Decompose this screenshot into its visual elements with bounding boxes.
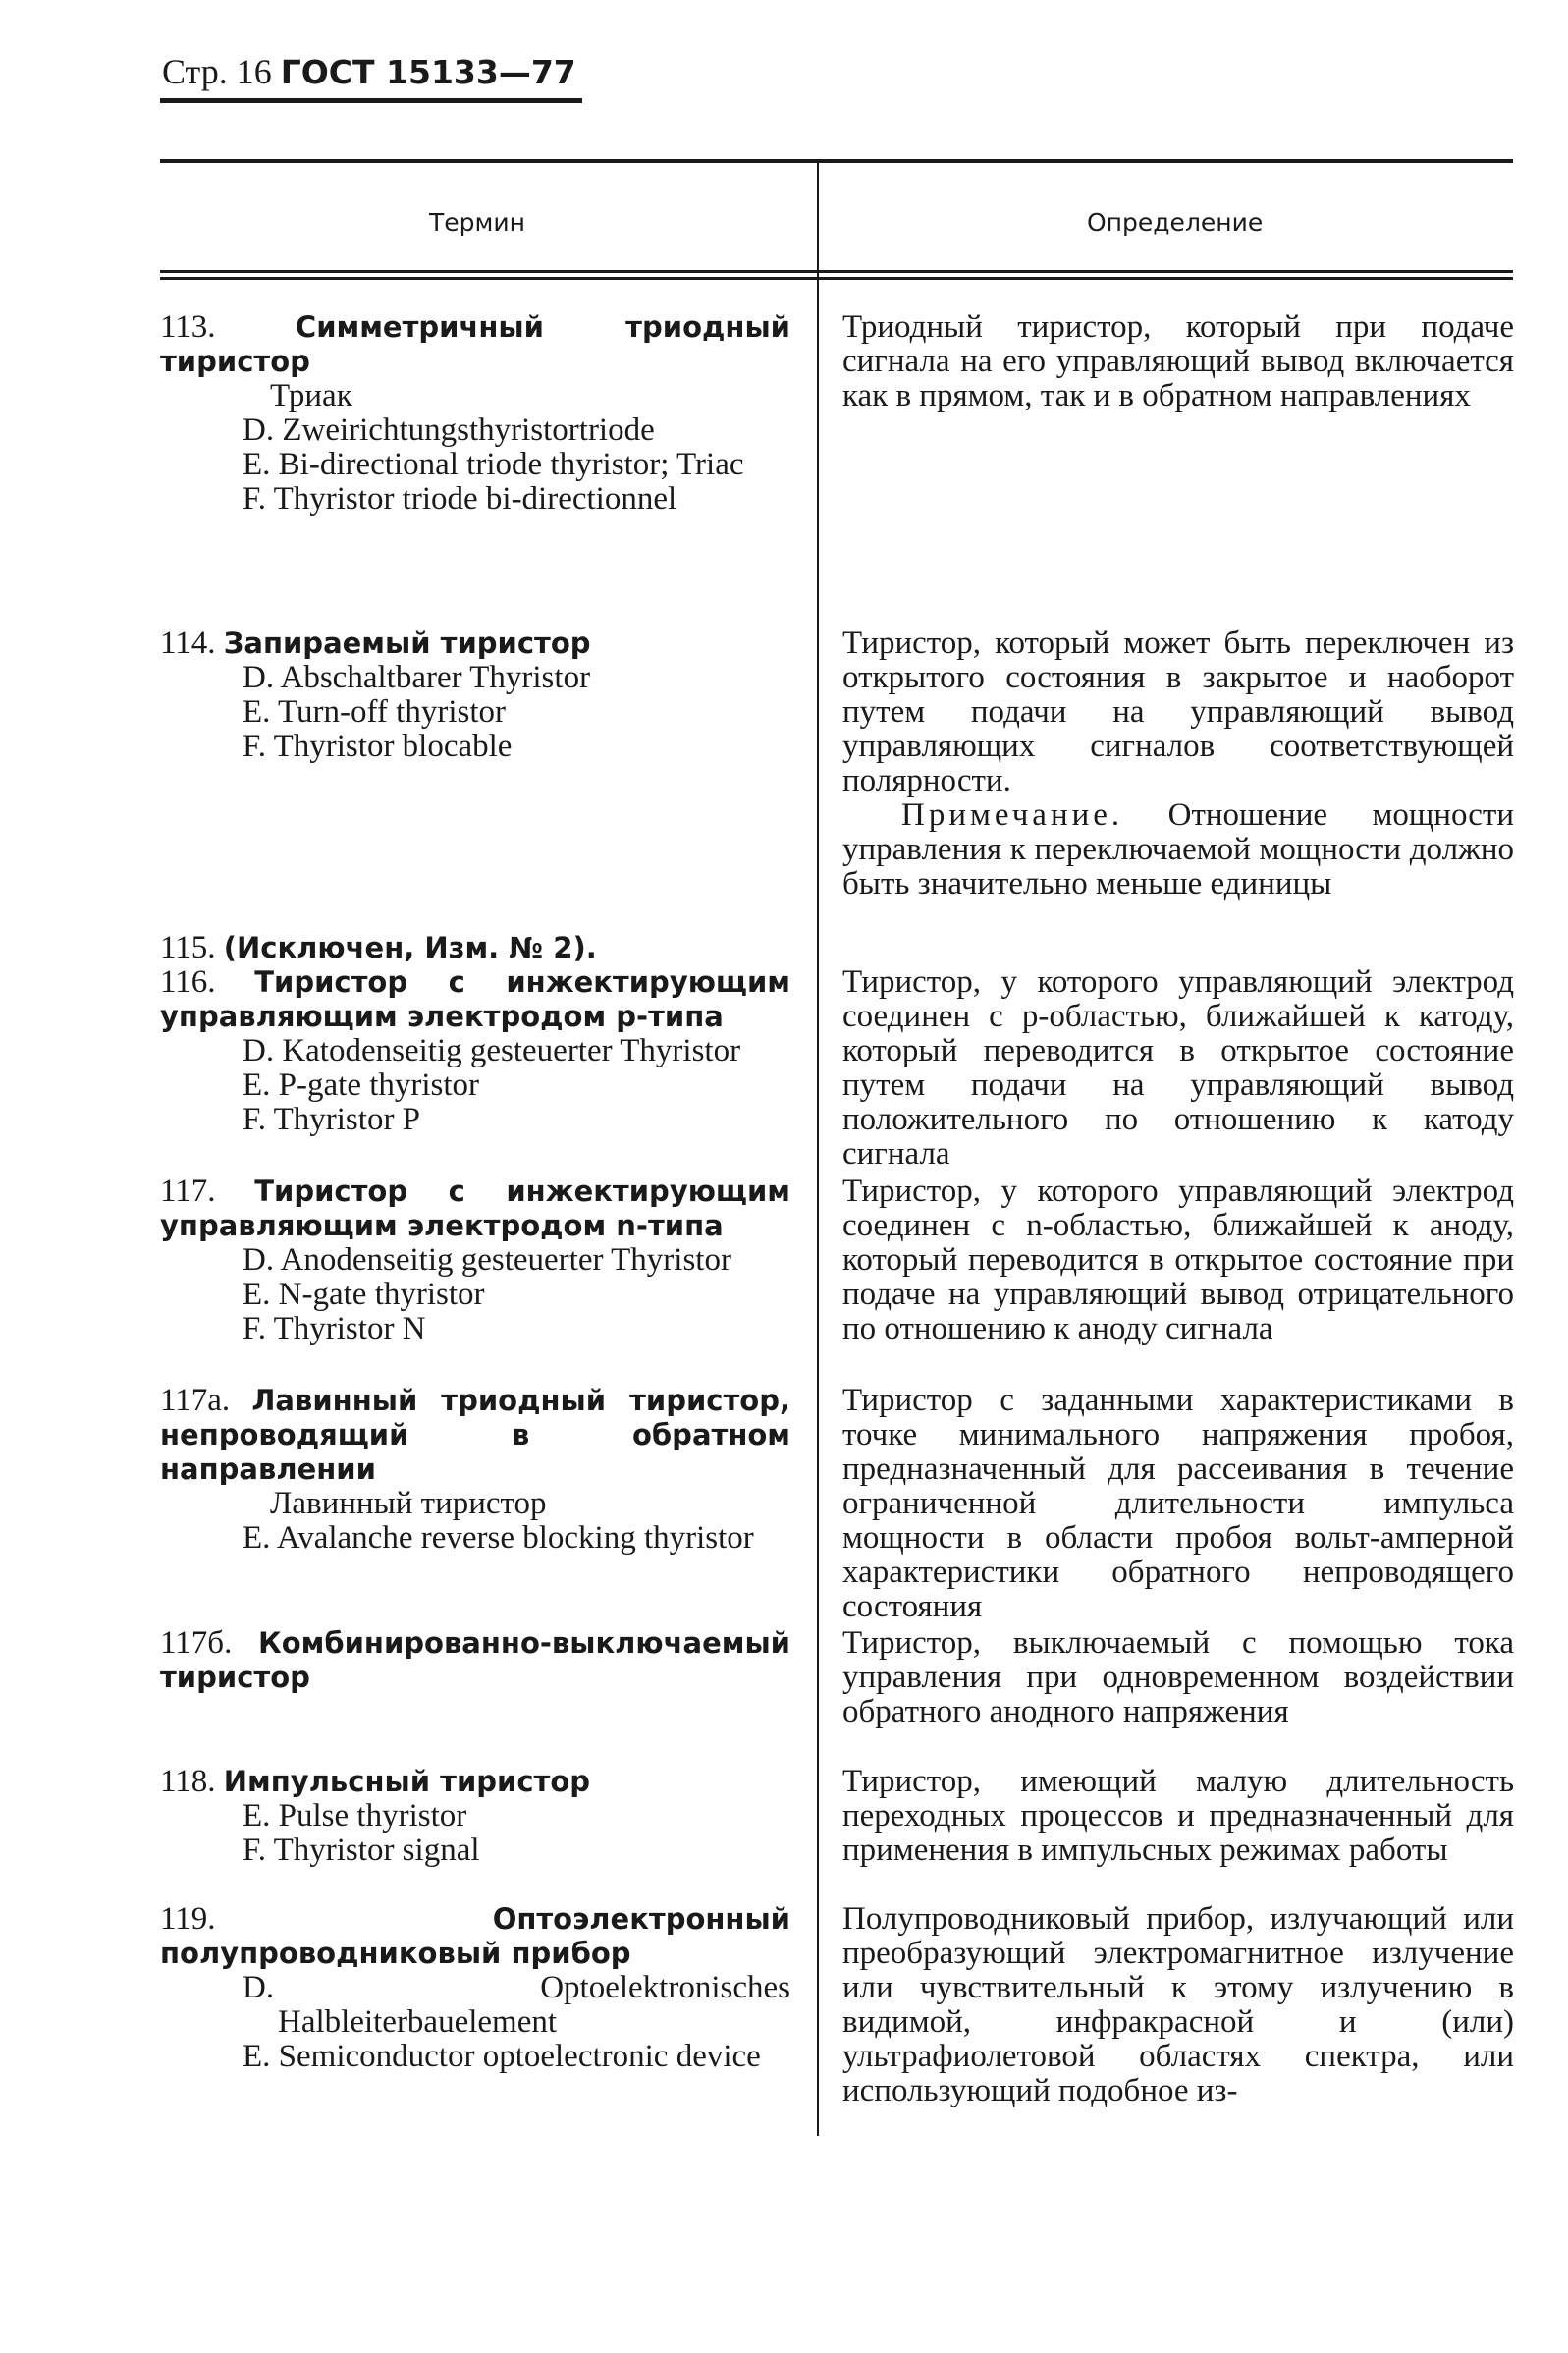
term-entry-119 (160, 1902, 790, 2074)
term-entry-118 (160, 1765, 790, 1868)
term-equivalent: E. Semiconductor optoelectronic device (243, 2039, 761, 2074)
definition-note: Примечание. Отношение мощности управления к переключаемой мощности должно быть значительно меньше единицы (842, 797, 1514, 902)
header-double-rule-top (160, 270, 1513, 273)
definition-114: Тиристор, который может быть переключен из открытого состояния в закрытое и наоборот путем подачи на управляющий вывод управляющих сигналов соответствующей полярности. Примечание. Отношение мощности управления к переключаемой мощности должно быть значительно меньше единицы (842, 626, 1514, 902)
term-entry-114 (160, 627, 790, 764)
term-equivalent: E. P-gate thyristor (243, 1067, 480, 1103)
term-equivalent: F. Thyristor triode bi-directionnel (243, 481, 677, 517)
term-equivalent: F. Thyristor N (243, 1311, 426, 1346)
term-title: 116. Тиристор с инжектирующим управляющим электродом p-типа (160, 964, 790, 1033)
term-title: 113. Симметричный триодный тиристор (160, 309, 790, 378)
term-title: 115. (Исключен, Изм. № 2). (160, 930, 597, 965)
header-rule (160, 98, 582, 103)
definition-119: Полупроводниковый прибор, излучающий или преобразующий электромагнитное излучение или чувствительный к этому излучению в видимой, инфракрасной и (или) ультрафиолетовой областях спектра, или использующий подобное из- (842, 1901, 1514, 2108)
table-top-rule (160, 159, 1513, 163)
term-synonym: Лавинный тиристор (270, 1486, 547, 1521)
header-double-rule-bottom (160, 277, 1513, 280)
term-entry-117b (160, 1626, 790, 1695)
term-equivalent: E. Avalanche reverse blocking thyristor (243, 1520, 754, 1556)
page-label: Стр. 16 (162, 52, 272, 91)
page-header (162, 51, 576, 92)
term-entry-115 (160, 931, 790, 965)
term-equivalent: F. Thyristor signal (243, 1833, 480, 1868)
term-equivalent: E. Pulse thyristor (243, 1798, 467, 1833)
standard-number: ГОСТ 15133—77 (280, 53, 576, 91)
definition-118: Тиристор, имеющий малую длительность переходных процессов и предназначенный для применения в импульсных режимах работы (842, 1764, 1514, 1868)
definition-113: Триодный тиристор, который при подаче сигнала на его управляющий вывод включается как в прямом, так и в обратном направлениях (842, 309, 1514, 413)
definition-117b: Тиристор, выключаемый с помощью тока управления при одновременном воздействии обратного анодного напряжения (842, 1625, 1514, 1729)
term-equivalent: E. Bi-directional triode thyristor; Triac (243, 447, 744, 482)
column-header-term: Термин (429, 208, 525, 237)
term-equivalent: D. Anodenseitig gesteuerter Thyristor (243, 1242, 731, 1278)
term-title: 117б. Комбинированно-выключаемый тиристор (160, 1625, 790, 1694)
term-synonym: Триак (270, 378, 352, 413)
definition-117a: Тиристор с заданными характеристиками в точке минимального напряжения пробоя, предназначенный для рассеивания в течение ограниченной длительности импульса мощности в области пробоя вольт-амперной характеристики обратного непроводящего состояния (842, 1383, 1514, 1624)
term-equivalent: D. Abschaltbarer Thyristor (243, 660, 591, 695)
term-equivalent: E. Turn-off thyristor (243, 694, 506, 730)
definition-117: Тиристор, у которого управляющий электрод соединен с n-областью, ближайшей к аноду, который переводится в открытое состояние при подаче на управляющий вывод отрицательного по отношению к аноду сигнала (842, 1174, 1514, 1346)
term-equivalent: D. Zweirichtungsthyristortriode (243, 412, 655, 448)
term-entry-117a (160, 1384, 790, 1556)
column-divider (817, 162, 819, 2136)
term-equivalent: D. Optoelektronisches Halbleiterbauelement (243, 1970, 790, 2040)
definition-116: Тиристор, у которого управляющий электрод соединен с p-областью, ближайшей к катоду, который переводится в открытое состояние путем подачи на управляющий вывод положительного по отношению к катоду сигнала (842, 964, 1514, 1172)
term-equivalent: F. Thyristor blocable (243, 729, 513, 764)
term-equivalent: E. N-gate thyristor (243, 1277, 485, 1312)
term-equivalent: F. Thyristor P (243, 1102, 421, 1137)
term-title: 114. Запираемый тиристор (160, 626, 591, 661)
term-title: 119. Оптоэлектронный полупроводниковый прибор (160, 1901, 790, 1970)
column-header-definition: Определение (1087, 208, 1264, 237)
term-title: 117. Тиристор с инжектирующим управляющим электродом n-типа (160, 1174, 790, 1242)
term-equivalent: D. Katodenseitig gesteuerter Thyristor (243, 1033, 741, 1068)
term-title: 117а. Лавинный триодный тиристор, непроводящий в обратном направлении (160, 1383, 790, 1486)
term-entry-116 (160, 965, 790, 1137)
term-title: 118. Импульсный тиристор (160, 1764, 591, 1799)
term-entry-113 (160, 310, 790, 517)
term-entry-117 (160, 1175, 790, 1346)
